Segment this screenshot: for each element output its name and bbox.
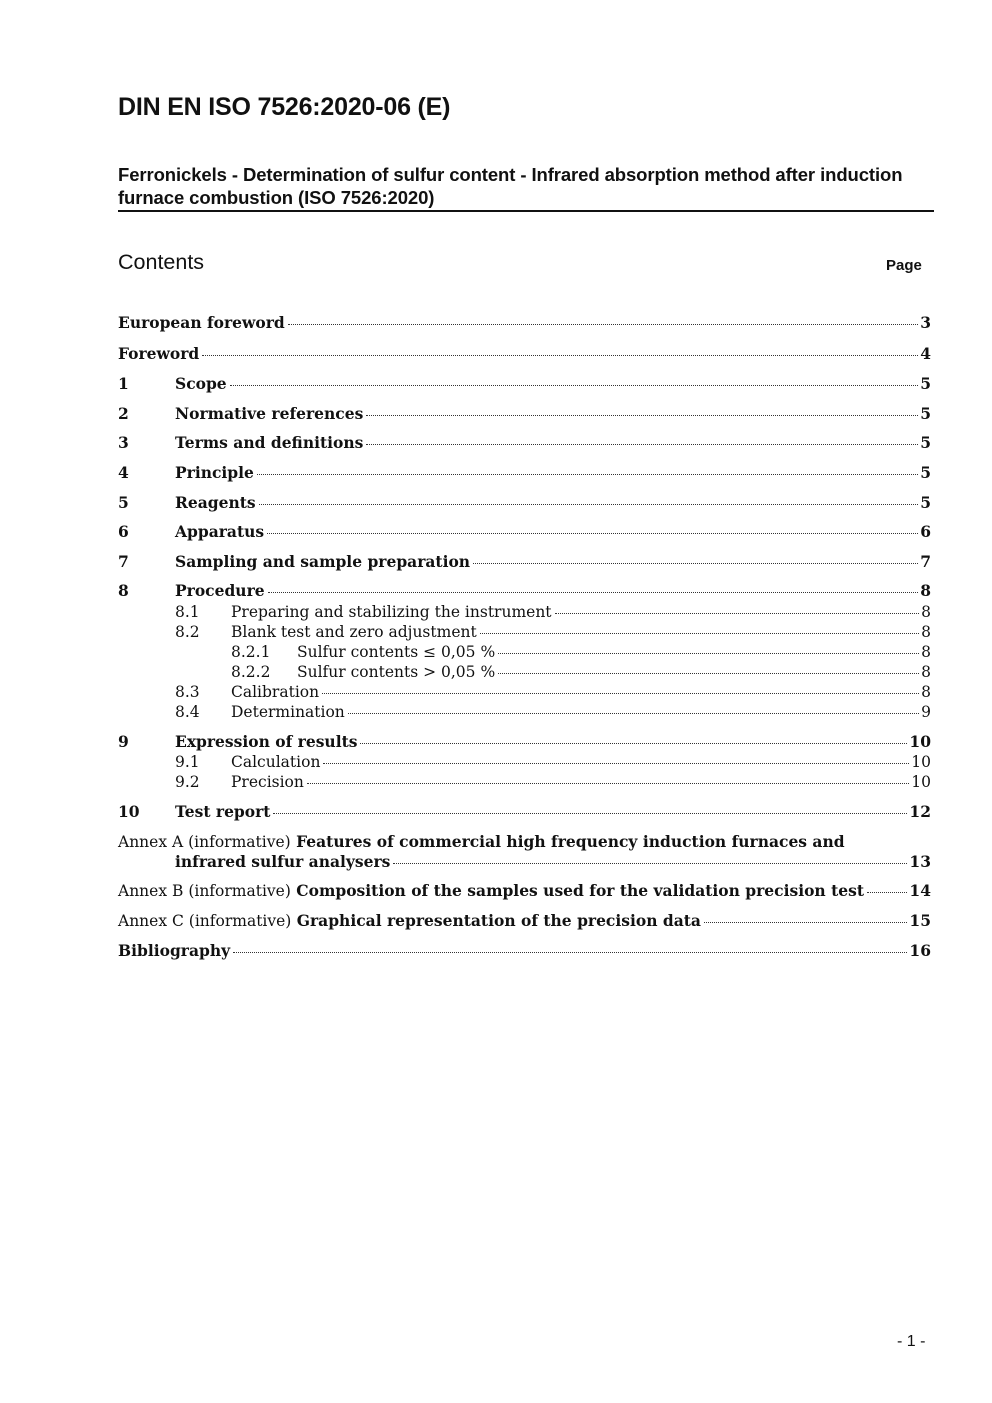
toc-number: 10 bbox=[118, 802, 140, 821]
toc-entry-annex-c[interactable] bbox=[118, 911, 931, 931]
dot-leader bbox=[498, 653, 919, 654]
toc-title: Sulfur contents > 0,05 % bbox=[297, 663, 496, 681]
toc-page: 8 bbox=[921, 603, 931, 621]
toc-title: Blank test and zero adjustment bbox=[231, 623, 477, 641]
toc-page: 10 bbox=[911, 773, 931, 791]
toc-page: 10 bbox=[911, 753, 931, 771]
toc-title: Procedure bbox=[175, 581, 265, 600]
dot-leader bbox=[267, 533, 918, 534]
toc-page: 8 bbox=[920, 581, 931, 600]
dot-leader bbox=[366, 444, 918, 445]
annex-label: Annex C (informative) bbox=[118, 912, 292, 930]
dot-leader bbox=[233, 952, 907, 953]
toc-number: 8.3 bbox=[175, 683, 200, 701]
dot-leader bbox=[322, 693, 919, 694]
toc-title: Principle bbox=[175, 463, 254, 482]
toc-title: Apparatus bbox=[175, 522, 265, 541]
toc-entry-expression-of-results[interactable] bbox=[118, 732, 931, 752]
toc-title: Graphical representation of the precision data bbox=[296, 911, 701, 930]
toc-page: 5 bbox=[920, 404, 931, 423]
toc-title-continuation: infrared sulfur analysers bbox=[175, 852, 391, 871]
toc-title: Foreword bbox=[118, 344, 200, 363]
toc-page: 5 bbox=[920, 493, 931, 512]
toc-number: 6 bbox=[118, 522, 129, 541]
toc-page: 6 bbox=[920, 522, 931, 541]
toc-entry-8-1[interactable] bbox=[118, 602, 931, 622]
toc-entry-reagents[interactable] bbox=[118, 493, 931, 513]
toc-entry-scope[interactable] bbox=[118, 374, 931, 394]
contents-heading: Contents bbox=[118, 250, 205, 274]
toc-page: 8 bbox=[921, 623, 931, 641]
toc-title: European foreword bbox=[118, 313, 285, 332]
toc-entry-terms-and-definitions[interactable] bbox=[118, 433, 931, 453]
toc-number: 8.2.2 bbox=[231, 663, 271, 681]
toc-title: Sampling and sample preparation bbox=[175, 552, 471, 571]
toc-number: 8 bbox=[118, 581, 129, 600]
toc-title: Features of commercial high frequency induction furnaces and bbox=[296, 832, 845, 851]
annex-label: Annex B (informative) bbox=[118, 882, 291, 900]
toc-title: Determination bbox=[231, 703, 345, 721]
toc-number: 8.2.1 bbox=[231, 643, 271, 661]
toc-page: 13 bbox=[909, 852, 931, 871]
dot-leader bbox=[360, 743, 907, 744]
dot-leader bbox=[704, 922, 907, 923]
toc-page: 10 bbox=[909, 732, 931, 751]
toc-title: Reagents bbox=[175, 493, 256, 512]
toc-number: 8.2 bbox=[175, 623, 200, 641]
dot-leader bbox=[480, 633, 919, 634]
toc-title: Scope bbox=[175, 374, 227, 393]
toc-page: 5 bbox=[920, 374, 931, 393]
dot-leader bbox=[307, 783, 909, 784]
toc-entry-8-4[interactable] bbox=[118, 702, 931, 722]
toc-number: 9 bbox=[118, 732, 129, 751]
toc-title: Expression of results bbox=[175, 732, 358, 751]
toc-entry-annex-a[interactable] bbox=[118, 832, 931, 872]
dot-leader bbox=[473, 563, 918, 564]
toc-entry-european-foreword[interactable] bbox=[118, 313, 931, 333]
toc-number: 8.4 bbox=[175, 703, 200, 721]
toc-number: 3 bbox=[118, 433, 129, 452]
toc-title: Test report bbox=[175, 802, 271, 821]
toc-number: 8.1 bbox=[175, 603, 200, 621]
document-id: DIN EN ISO 7526:2020-06 (E) bbox=[118, 93, 451, 121]
toc-number: 7 bbox=[118, 552, 129, 571]
toc-entry-9-1[interactable] bbox=[118, 752, 931, 772]
toc-title: Sulfur contents ≤ 0,05 % bbox=[297, 643, 496, 661]
dot-leader bbox=[555, 613, 920, 614]
dot-leader bbox=[268, 592, 919, 593]
toc-title: Composition of the samples used for the validation precision test bbox=[296, 881, 865, 900]
toc-entry-principle[interactable] bbox=[118, 463, 931, 483]
toc-page: 3 bbox=[920, 313, 931, 332]
toc-number: 9.1 bbox=[175, 753, 200, 771]
dot-leader bbox=[202, 355, 918, 356]
dot-leader bbox=[273, 813, 907, 814]
toc-entry-apparatus[interactable] bbox=[118, 522, 931, 542]
toc-page: 12 bbox=[909, 802, 931, 821]
toc-entry-8-3[interactable] bbox=[118, 682, 931, 702]
toc-page: 8 bbox=[921, 683, 931, 701]
toc-number: 5 bbox=[118, 493, 129, 512]
dot-leader bbox=[867, 892, 907, 893]
toc-title: Terms and definitions bbox=[175, 433, 364, 452]
toc-page: 4 bbox=[920, 344, 931, 363]
toc-page: 14 bbox=[909, 881, 931, 900]
toc-page: 16 bbox=[909, 941, 931, 960]
toc-page: 8 bbox=[921, 643, 931, 661]
toc-entry-foreword[interactable] bbox=[118, 344, 931, 364]
toc-entry-8-2-2[interactable] bbox=[118, 662, 931, 682]
toc-entry-procedure[interactable] bbox=[118, 581, 931, 601]
page-column-label: Page bbox=[886, 257, 922, 274]
toc-title: Precision bbox=[231, 773, 304, 791]
toc-page: 9 bbox=[921, 703, 931, 721]
dot-leader bbox=[348, 713, 919, 714]
page-number: - 1 - bbox=[897, 1333, 926, 1350]
toc-title: Bibliography bbox=[118, 941, 231, 960]
toc-title: Normative references bbox=[175, 404, 364, 423]
toc-page: 5 bbox=[920, 433, 931, 452]
document-title: Ferronickels - Determination of sulfur content - Infrared absorption method after induction furnace combustion (ISO 7526:2020) bbox=[118, 164, 903, 208]
annex-label: Annex A (informative) bbox=[118, 833, 291, 851]
toc-number: 1 bbox=[118, 374, 129, 393]
toc-page: 5 bbox=[920, 463, 931, 482]
dot-leader bbox=[288, 324, 918, 325]
toc-page: 15 bbox=[909, 911, 931, 930]
toc-page: 7 bbox=[920, 552, 931, 571]
toc-entry-8-2[interactable] bbox=[118, 622, 931, 642]
toc-number: 2 bbox=[118, 404, 129, 423]
dot-leader bbox=[393, 863, 907, 864]
toc-title: Calculation bbox=[231, 753, 321, 771]
toc-entry-normative-references[interactable] bbox=[118, 404, 931, 424]
dot-leader bbox=[257, 474, 918, 475]
toc-entry-9-2[interactable] bbox=[118, 772, 931, 792]
toc-entry-test-report[interactable] bbox=[118, 802, 931, 822]
toc-title: Calibration bbox=[231, 683, 320, 701]
dot-leader bbox=[259, 504, 919, 505]
dot-leader bbox=[498, 673, 919, 674]
toc-entry-annex-b[interactable] bbox=[118, 881, 931, 901]
toc-title: Preparing and stabilizing the instrument bbox=[231, 603, 552, 621]
toc-page: 8 bbox=[921, 663, 931, 681]
title-underline bbox=[118, 210, 934, 212]
toc-entry-8-2-1[interactable] bbox=[118, 642, 931, 662]
dot-leader bbox=[366, 415, 918, 416]
dot-leader bbox=[230, 385, 919, 386]
toc-number: 4 bbox=[118, 463, 129, 482]
toc-entry-sampling[interactable] bbox=[118, 552, 931, 572]
toc-number: 9.2 bbox=[175, 773, 200, 791]
dot-leader bbox=[323, 763, 909, 764]
toc-entry-bibliography[interactable] bbox=[118, 941, 931, 961]
